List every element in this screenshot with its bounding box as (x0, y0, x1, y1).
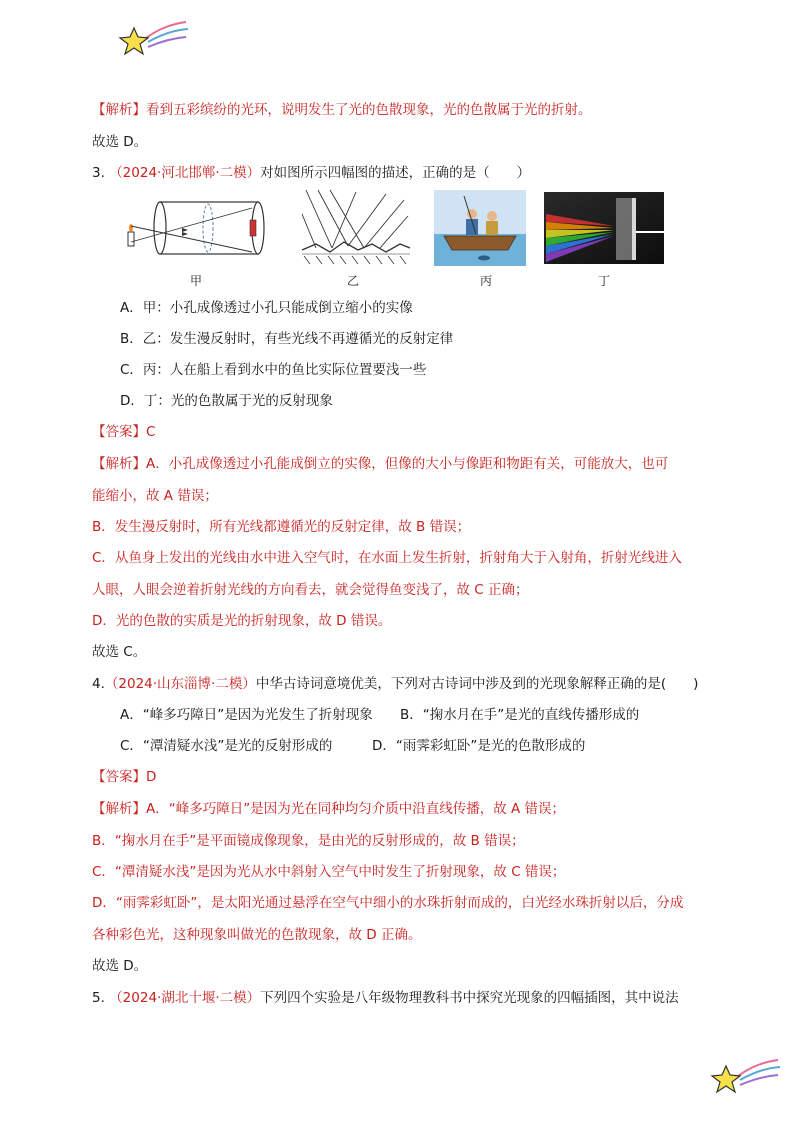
figure-caption-bing: 丙 (480, 274, 493, 288)
q4-option-b: B．“掬水月在手”是光的直线传播形成的 (400, 707, 640, 723)
q2-conclusion: 故选 D。 (92, 134, 148, 150)
q4-analysis-line: 【解析】A．“峰多巧障日”是因为光在同种均匀介质中沿直线传播，故 A 错误； (92, 801, 566, 817)
q3-analysis-line: 【解析】A．小孔成像透过小孔能成倒立的实像，但像的大小与像距和物距有关，可能放大，也可 (92, 456, 669, 472)
q4-stem: 4.（2024·山东淄博·二模）中华古诗词意境优美，下列对古诗词中涉及到的光现象解释正确的是( ) (92, 676, 699, 692)
q4-option-a: A．“峰多巧障日”是因为光发生了折射现象 (120, 707, 373, 723)
fishing-boat-figure (434, 190, 526, 266)
q2-analysis: 【解析】看到五彩缤纷的光环，说明发生了光的色散现象，光的色散属于光的折射。 (92, 102, 592, 118)
q3-answer: 【答案】C (92, 424, 156, 440)
q3-option-b: B．乙：发生漫反射时，有些光线不再遵循光的反射定律 (120, 331, 454, 347)
q4-analysis-line: B．“掬水月在手”是平面镜成像现象，是由光的反射形成的，故 B 错误； (92, 833, 525, 849)
q4-option-d: D．“雨霁彩虹卧”是光的色散形成的 (372, 738, 586, 754)
pinhole-camera-figure (122, 192, 272, 264)
q3-analysis-line: 人眼，人眼会逆着折射光线的方向看去，就会觉得鱼变浅了，故 C 正确； (92, 582, 529, 598)
q4-option-c: C．“潭清疑水浅”是光的反射形成的 (120, 738, 333, 754)
q4-analysis-line: D．“雨霁彩虹卧”，是太阳光通过悬浮在空气中细小的水珠折射而成的，白光经水珠折射以后，分成 (92, 895, 684, 911)
shooting-star-icon (704, 1052, 784, 1098)
q3-option-d: D．丁：光的色散属于光的反射现象 (120, 393, 333, 409)
prism-dispersion-figure (544, 192, 664, 264)
q3-analysis-line: B．发生漫反射时，所有光线都遵循光的反射定律，故 B 错误； (92, 519, 471, 535)
q4-answer: 【答案】D (92, 769, 157, 785)
q3-analysis-line: 能缩小，故 A 错误； (92, 488, 218, 504)
diffuse-reflection-figure (296, 186, 414, 268)
q3-analysis-line: C．从鱼身上发出的光线由水中进入空气时，在水面上发生折射，折射角大于入射角，折射光线进入 (92, 550, 682, 566)
figure-caption-yi: 乙 (347, 274, 360, 288)
q3-conclusion: 故选 C。 (92, 644, 147, 660)
figure-caption-ding: 丁 (598, 274, 611, 288)
q3-option-a: A．甲：小孔成像透过小孔只能成倒立缩小的实像 (120, 300, 413, 316)
q3-option-c: C．丙：人在船上看到水中的鱼比实际位置要浅一些 (120, 362, 427, 378)
q3-analysis-line: D．光的色散的实质是光的折射现象，故 D 错误。 (92, 613, 392, 629)
figure-caption-jia: 甲 (190, 274, 203, 288)
q5-stem: 5. （2024·湖北十堰·二模）下列四个实验是八年级物理教科书中探究光现象的四幅插图，其中说法 (92, 990, 679, 1006)
q4-analysis-line: C．“潭清疑水浅”是因为光从水中斜射入空气中时发生了折射现象，故 C 错误； (92, 864, 566, 880)
shooting-star-icon (112, 14, 192, 62)
q4-analysis-line: 各种彩色光，这种现象叫做光的色散现象，故 D 正确。 (92, 927, 422, 943)
q3-stem: 3. （2024·河北邯郸·二模）对如图所示四幅图的描述，正确的是（ ） (92, 165, 531, 181)
q4-conclusion: 故选 D。 (92, 958, 148, 974)
